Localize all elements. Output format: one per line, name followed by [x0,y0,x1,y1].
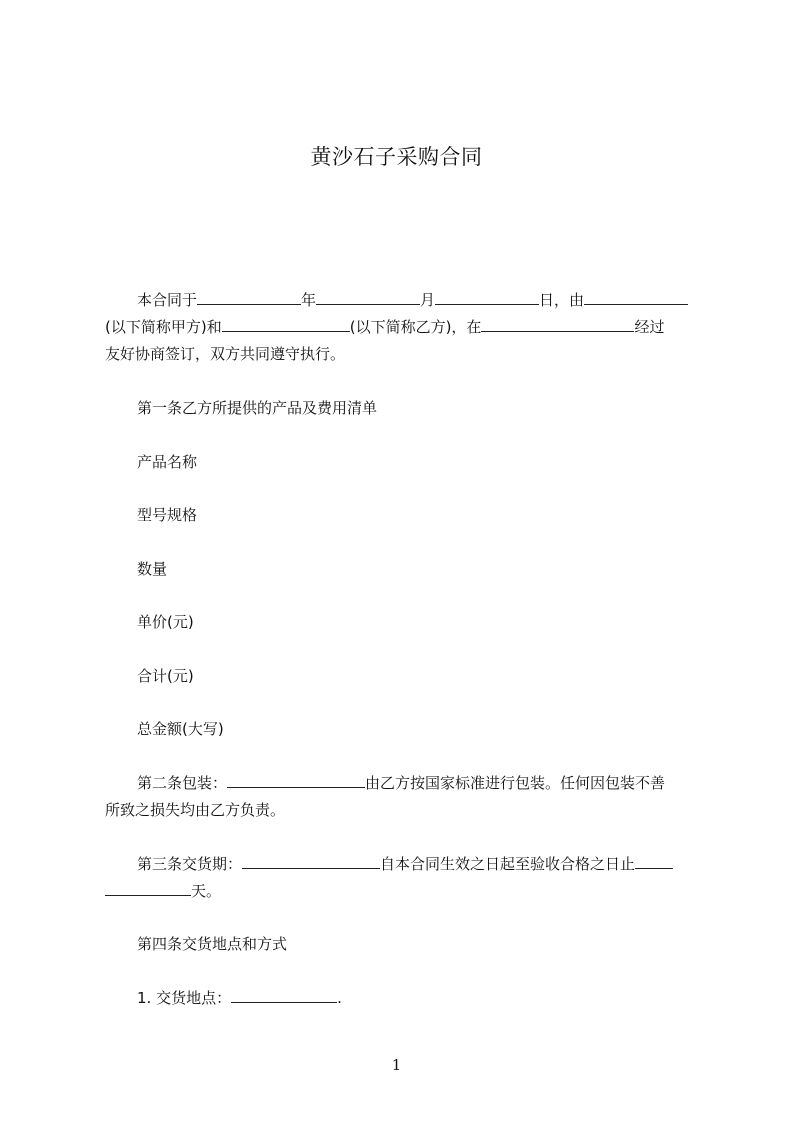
date-year-blank [197,289,301,305]
article-4-heading: 第四条交货地点和方式 [137,935,288,953]
article-3-text-1: 自本合同生效之日起至验收合格之日止 [380,855,636,873]
date-day-blank [435,289,539,305]
item-subtotal: 合计(元) [137,667,194,685]
date-month-blank [316,289,420,305]
delivery-location-end: . [337,989,342,1007]
item-model-spec: 型号规格 [137,506,198,524]
article-2-line-2: 所致之损失均由乙方负责。 [105,801,286,819]
article-3-line-1 [137,851,673,878]
delivery-period-blank [242,853,380,869]
delivery-days-blank-a [635,853,673,869]
item-product-name: 产品名称 [137,453,198,471]
page-number: 1 [391,1056,402,1074]
document-title: 黄沙石子采购合同 [310,145,483,169]
article-1-heading: 第一条乙方所提供的产品及费用清单 [137,399,378,417]
delivery-location-line [137,985,342,1012]
intro-via-label: 经过 [634,318,665,336]
item-quantity: 数量 [137,560,168,578]
intro-month-label: 月 [420,291,436,309]
delivery-location-label: 1. 交货地点： [137,989,232,1007]
party-b-name-blank [222,316,350,332]
item-total-amount: 总金额(大写) [137,720,224,738]
signing-location-blank [481,316,634,332]
article-2-label: 第二条包装： [137,774,228,792]
article-3-text-2: 天。 [191,882,222,900]
intro-party-b-label: (以下简称乙方)，在 [349,318,482,336]
intro-day-label: 日，由 [539,291,585,309]
intro-party-a-label: (以下简称甲方)和 [105,318,222,336]
article-3-line-2 [105,878,221,905]
intro-line-3: 友好协商签订，双方共同遵守执行。 [105,345,346,363]
item-unit-price: 单价(元) [137,613,194,631]
intro-line-2 [105,314,664,341]
article-2-text-1: 由乙方按国家标准进行包装。任何因包装不善 [365,774,666,792]
article-3-label: 第三条交货期： [137,855,243,873]
delivery-location-blank [231,987,337,1003]
intro-text-start: 本合同于 [137,291,198,309]
article-2-line-1 [137,770,665,797]
packaging-blank [227,772,365,788]
intro-line-1 [137,287,688,314]
delivery-days-blank-b [105,880,191,896]
intro-year-label: 年 [301,291,317,309]
party-a-name-blank [584,289,688,305]
